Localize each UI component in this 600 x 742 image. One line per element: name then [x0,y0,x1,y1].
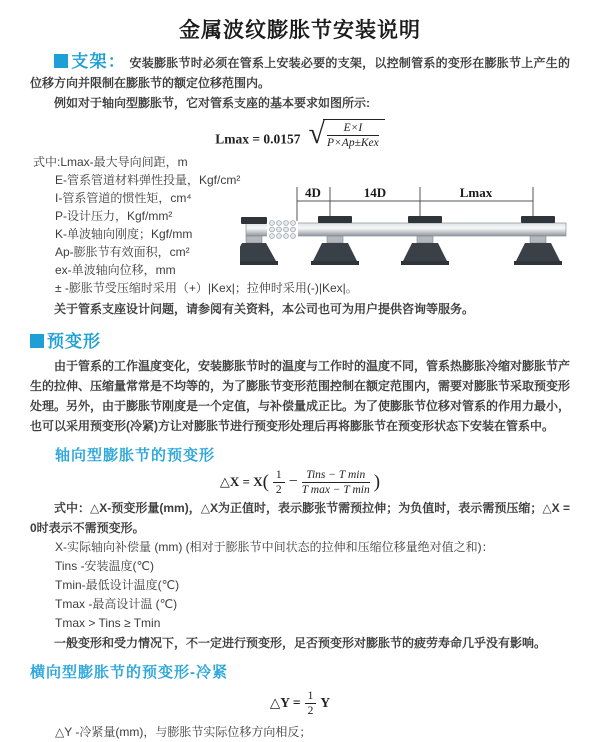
lmax-formula-numerator: E×I [327,122,379,136]
half-fraction [273,469,285,496]
diagram-label-14d: 14D [363,185,387,200]
preset-paragraph: 由于管系的工作温度变化，安装膨胀节时的温度与工作时的温度不同，管系热膨胀冷缩对膨胀节产生的拉伸、压缩量常常是不均等的，为了膨胀节变形范围控制在额定范围内，需要对膨胀节采取预变形处理。另外，由于膨胀节刚度是一个定值，与补偿量成正比。为了使膨胀节位移对管系的作用力最小，也可以采用预变形(冷紧)方让对膨胀节进行预变形处理后再将膨胀节在预变形状态下安装在管系中。 [30,359,571,433]
definition-line: ± -膨胀节受压缩时采用（+）|Kex|；拉伸时采用(-)|Kex|。 [55,281,358,295]
page-title: 金属波纹膨胀节安装说明 [179,19,421,42]
axial-general-line: 一般变形和受力情况下，不一定进行预变形，足否预变形对膨胀节的疲劳寿命几乎没有影响。 [54,636,547,650]
close-paren: ) [373,471,381,493]
diagram-label-lmax: Lmax [459,185,493,200]
axial-line: Tmax > Tins ≥ Tmin [55,616,161,630]
definition-line: K-单波轴向刚度；Kgf/mm [55,227,193,241]
axial-formula [30,469,570,496]
temp-denominator: T max − T min [301,484,370,496]
section-marker-icon [30,334,44,348]
support-example-line: 例如对于轴向型膨胀节，它对管系支座的基本要求如图所示: [54,96,370,110]
open-paren: ( [262,471,269,493]
bellows-icon [267,221,298,239]
axial-line: Tmin-最低设计温度(℃) [55,578,180,592]
definition-line: I-管系管道的惯性矩，cm⁴ [55,191,192,205]
lateral-formula-rhs: Y [320,695,331,711]
axial-line: Tmax -最高设计温 (℃) [55,597,178,611]
definition-line: P-设计压力，Kgf/mm² [55,209,173,223]
minus-sign: − [288,473,298,491]
axial-where-paragraph: 式中：△X-预变形量(mm)，△X为正值时，表示膨张节需预拉伸；为负值时，表示需预压缩；△X = 0时表示不需预变形。 [30,501,570,535]
lateral-formula [30,690,570,717]
lmax-formula-lhs: Lmax = 0.0157 [215,131,301,147]
half-numerator: 1 [273,469,285,483]
support-section-heading: 支架： [71,52,126,71]
support-intro-text: 安装膨胀节时必须在管系上安装必要的支架，以控制管系的变形在膨胀节上产生的位移方向并限制在膨胀节的额定位移范围内。 [30,56,570,90]
preset-heading-text: 预变形 [47,332,101,351]
half-denominator: 2 [307,705,314,717]
definitions-block [30,153,570,319]
lateral-subheading: 横向型膨胀节的预变形-冷紧 [30,664,228,681]
radical-sign: √ [308,117,326,151]
support-intro-paragraph [30,52,570,93]
lmax-formula-denominator: P×Ap±Kex [327,137,379,149]
axial-formula-lhs: △X = X [219,474,263,490]
definition-line: ex-单波轴向位移，mm [55,263,176,277]
radical-group [309,119,385,149]
half-denominator: 2 [275,484,282,496]
lateral-definition-line: △Y -冷紧量(mm)，与膨胀节实际位移方向相反； [55,725,312,739]
definition-line: 式中:Lmax-最大导向间距，m [33,155,188,169]
temp-numerator: Tins − T min [302,469,370,483]
axial-subheading: 轴向型膨胀节的预变形 [55,447,216,464]
definition-line: Ap-膨胀节有效面积，cm² [55,245,190,259]
lateral-formula-lhs: △Y = [269,695,301,711]
axial-line: Tins -安装温度(℃) [55,559,155,573]
half-fraction [305,690,317,717]
pipe-support-diagram [240,181,576,281]
temperature-fraction [302,469,370,496]
section-marker-icon [54,54,68,68]
axial-line: X-实际轴向补偿量 (mm) (相对于膨胀节中间状态的拉伸和压缩位移量绝对值之和)： [55,540,494,554]
preset-section-heading [30,327,570,352]
support-note-line: 关于管系支座设计问题，请参阅有关资料，本公司也可为用户提供咨询等服务。 [54,302,475,316]
definition-line: E-管系管道材料弹性投量，Kgf/cm² [55,173,241,187]
half-numerator: 1 [305,690,317,704]
lmax-formula [30,119,570,149]
diagram-label-4d: 4D [305,185,321,200]
